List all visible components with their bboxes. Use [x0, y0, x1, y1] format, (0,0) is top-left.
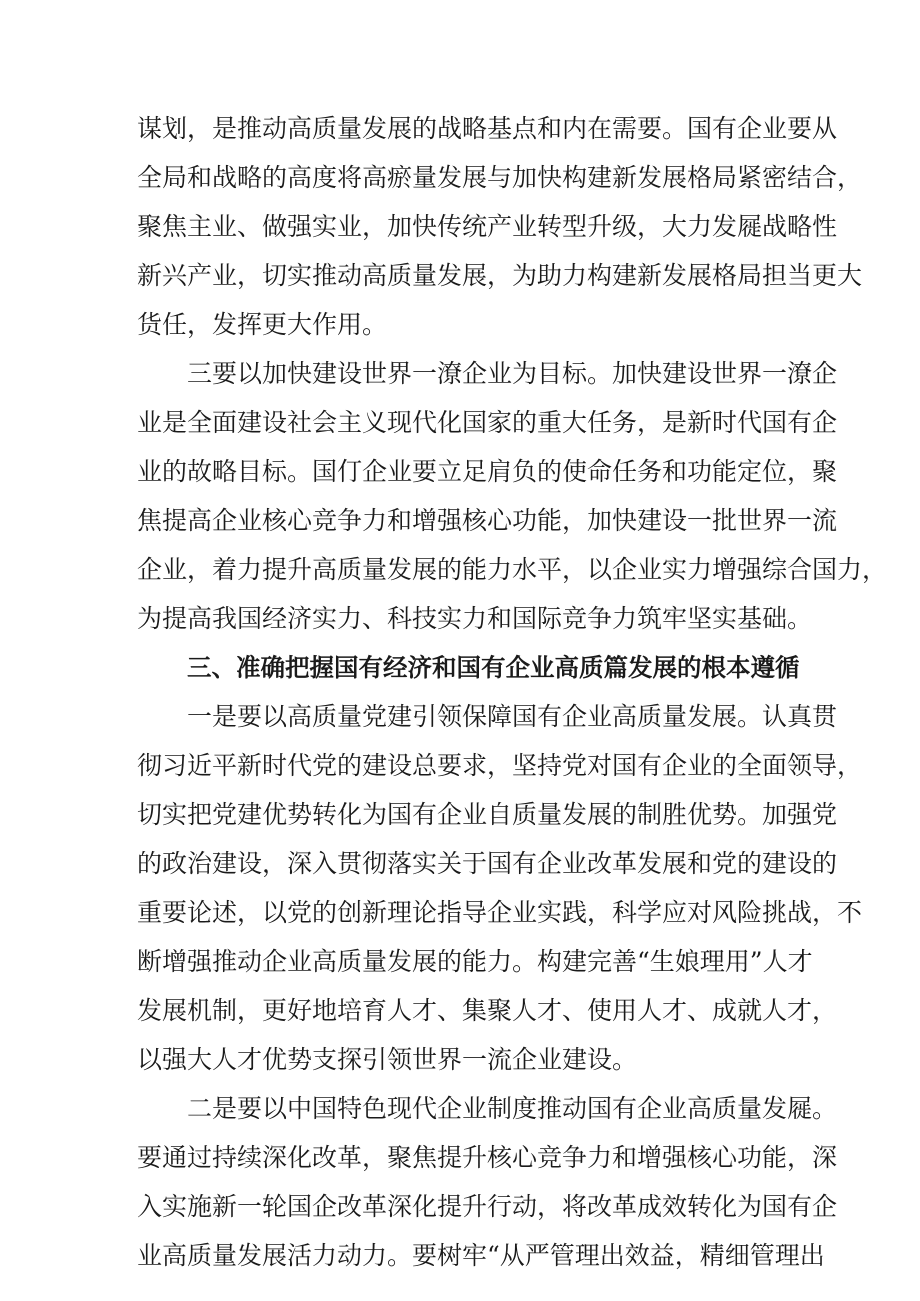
document-page	[137, 104, 888, 1280]
paragraph	[137, 1084, 838, 1280]
text-line: 彻习近平新时代党的建设总要求，坚持党对国有企业的全面领导，	[137, 751, 863, 780]
text-line: 切实把党建优势转化为国有企业自质量发展的制胜优势。加强党	[137, 800, 838, 829]
text-line: 一是要以高质量党建引领保障国有企业高质量发展。认真贯	[187, 702, 838, 731]
text-line: 的政治建设，深入贯彻落实关于国有企业改革发展和党的建设的	[137, 849, 838, 878]
text-line: 要通过持续深化改革，聚焦提升核心竞争力和增强核心功能，深	[137, 1143, 838, 1172]
text-line: 业是全面建设社会主义现代化国家的重大任务，是新时代国有企	[137, 408, 838, 437]
paragraph	[137, 104, 863, 349]
text-line: 新兴产业，切实推动高质量发展，为助力构建新发展格局担当更大	[137, 261, 863, 290]
text-line: 重要论述，以党的创新理论指导企业实践，科学应对风险挑战，不	[137, 898, 863, 927]
section-heading: 三、准确把握国有经济和国有企业高质篇发展的根本遵循	[187, 653, 800, 682]
text-line: 企业，着力提升高质量发展的能力水平，以企业实力增强综合国力，	[137, 555, 888, 584]
text-line: 断增强推动企业高质量发展的能力。构建完善“生娘理用”人才	[137, 947, 813, 976]
paragraph	[137, 349, 888, 643]
text-line: 入实施新一轮国企改革深化提升行动，将改革成效转化为国有企	[137, 1192, 838, 1221]
text-line: 发展机制，更好地培育人才、集聚人才、使用人才、成就人才，	[137, 996, 838, 1025]
text-line: 谋划，是推动高质量发展的战略基点和内在需要。国有企业要从	[137, 114, 838, 143]
text-line: 货任，发挥更大作用。	[137, 310, 388, 339]
text-line: 业的故略目标。国仃企业要立足肩负的使命任务和功能定位，聚	[137, 457, 838, 486]
text-line: 三要以加快建设世界一潦企业为目标。加快建设世界一潦企	[187, 359, 838, 388]
text-line: 业高质量发展活力动力。要树牢“从严管理出效益，精细管理出	[137, 1241, 825, 1270]
text-line: 以强大人才优势支探引领世界一流企业建设。	[137, 1045, 638, 1074]
text-line: 聚焦主业、做强实业，加快传统产业转型升级，大力发屣战略性	[137, 212, 838, 241]
text-line: 焦提高企业核心竞争力和增强核心功能，加快建设一批世界一流	[137, 506, 838, 535]
text-line: 二是要以中国特色现代企业制度推动国有企业高质量发屣。	[187, 1094, 838, 1123]
text-line: 全局和战略的高度将高瘀量发展与加快构建新发展格局紧密结合，	[137, 163, 863, 192]
paragraph	[137, 692, 863, 1084]
text-line: 为提高我国经济实力、科技实力和国际竞争力筑牢坚实基础。	[137, 604, 813, 633]
